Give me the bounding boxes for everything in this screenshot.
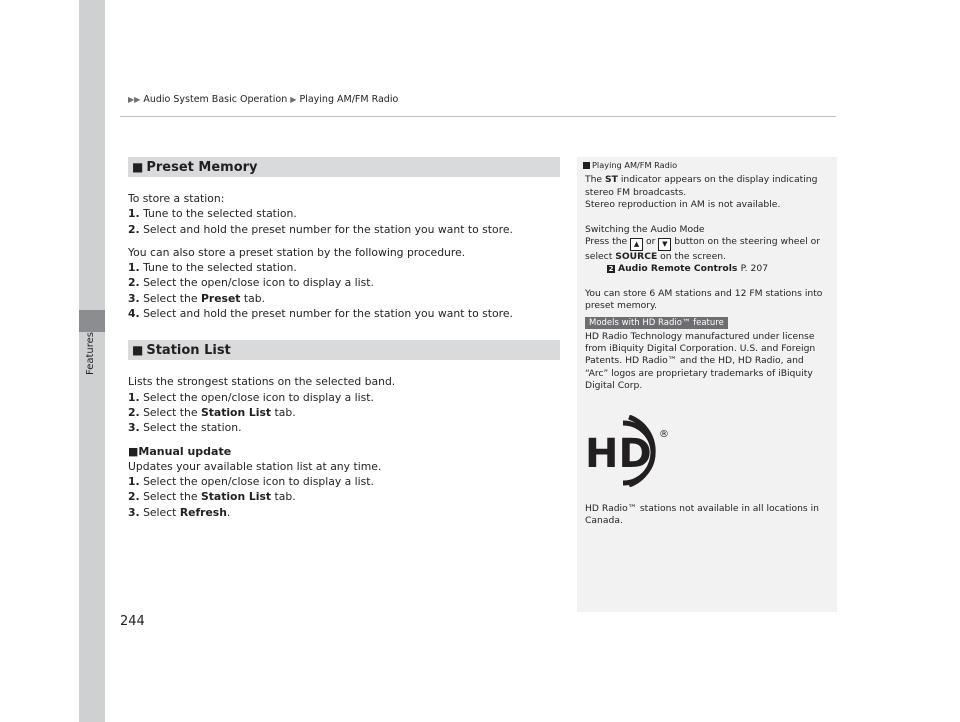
note-paragraph: Switching the Audio Mode <box>585 223 705 235</box>
square-bullet-icon: ■ <box>132 160 144 174</box>
note-paragraph: HD Radio™ stations not available in all locations in Canada. <box>585 502 819 527</box>
step: 3. Select Refresh. <box>128 505 231 519</box>
note-paragraph: Stereo reproduction in AM is not available. <box>585 199 781 211</box>
paragraph: Updates your available station list at any time. <box>128 459 382 473</box>
paragraph: Lists the strongest stations on the selected band. <box>128 375 396 389</box>
hd-logo-text: HD <box>585 430 652 477</box>
step: 2. Select and hold the preset number for the station you want to store. <box>128 222 513 236</box>
model-badge: Models with HD Radio™ feature <box>585 317 728 329</box>
step: 2. Select the open/close icon to display a list. <box>128 276 374 290</box>
step: 3. Select the Preset tab. <box>128 291 266 305</box>
step: 1. Select the open/close icon to display a list. <box>128 475 374 489</box>
note-paragraph: The ST indicator appears on the display indicating stereo FM broadcasts. <box>585 174 818 198</box>
section-tab-marker <box>79 310 105 332</box>
down-arrow-button-icon: ▼ <box>658 238 671 251</box>
section-label: Features <box>85 332 96 375</box>
hd-radio-logo <box>585 415 829 487</box>
step: 2. Select the Station List tab. <box>128 405 296 419</box>
note-paragraph: HD Radio Technology manufactured under license from iBiquity Digital Corporation. U.S. and Foreign Patents. HD Radio™ and the HD, HD Radio, and “Arc” logos are proprietary trademarks of iBiquity Digital Corp. <box>585 330 816 392</box>
breadcrumb-item[interactable]: Audio System Basic Operation <box>143 94 288 105</box>
step: 2. Select the Station List tab. <box>128 490 296 504</box>
section-heading-preset-memory: ■ Preset Memory <box>128 157 560 177</box>
main-content <box>128 157 560 520</box>
square-bullet-icon: ■ <box>132 343 144 358</box>
note-paragraph: Press the ▲ or ▼ button on the steering wheel or select SOURCE on the screen. <box>585 236 820 263</box>
step: 1. Tune to the selected station. <box>128 207 297 221</box>
registered-mark: ® <box>659 428 669 440</box>
breadcrumb-item[interactable]: Playing AM/FM Radio <box>299 94 399 105</box>
step: 3. Select the station. <box>128 421 242 435</box>
square-bullet-icon: ■ <box>128 444 139 458</box>
header-divider <box>120 116 836 117</box>
note-paragraph: You can store 6 AM stations and 12 FM stations into preset memory. <box>585 287 823 312</box>
section-heading-station-list: ■ Station List <box>128 340 560 360</box>
notes-title: Playing AM/FM Radio <box>583 159 829 171</box>
note-marker-icon <box>583 162 590 169</box>
notes-panel <box>577 157 837 612</box>
page-number: 244 <box>120 614 145 629</box>
breadcrumb-arrow-icon: ▶ <box>290 95 297 104</box>
subheading-manual-update: ■Manual update <box>128 444 232 458</box>
paragraph: To store a station: <box>128 192 225 205</box>
step: 1. Tune to the selected station. <box>128 261 297 275</box>
step: 1. Select the open/close icon to display a list. <box>128 390 374 404</box>
breadcrumb-arrow-icon: ▶▶ <box>128 95 141 104</box>
cross-reference-link[interactable]: 2 Audio Remote Controls P. 207 <box>608 263 769 275</box>
up-arrow-button-icon: ▲ <box>630 238 643 251</box>
paragraph: You can also store a preset station by the following procedure. <box>128 245 466 259</box>
reference-arrow-icon: 2 <box>608 265 614 274</box>
step: 4. Select and hold the preset number for the station you want to store. <box>128 307 513 321</box>
breadcrumb <box>128 94 398 105</box>
